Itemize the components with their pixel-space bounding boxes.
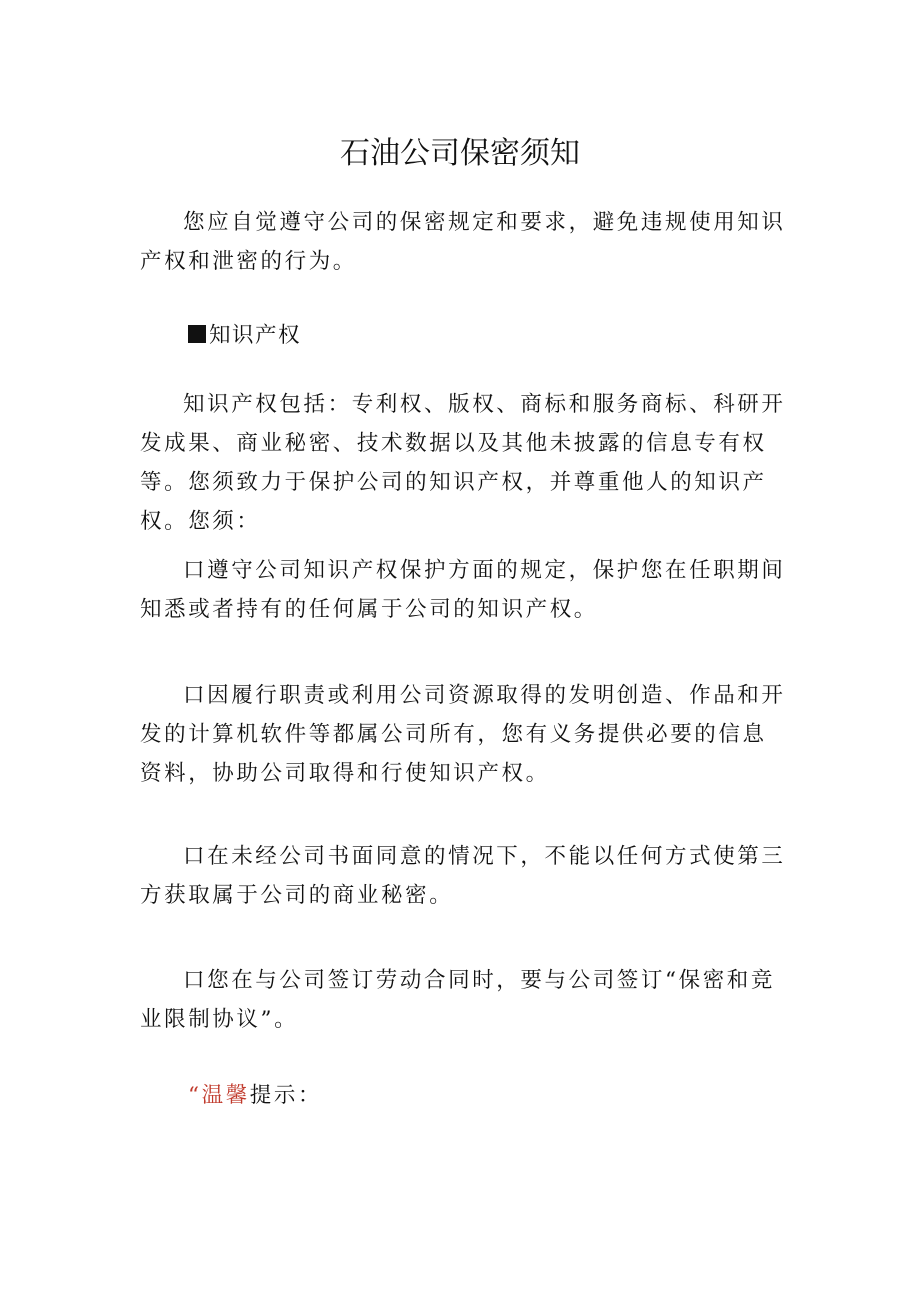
square-bullet-icon [188,325,206,343]
list-item-2: 口因履行职责或利用公司资源取得的发明创造、作品和开发的计算机软件等都属公司所有，您有义务提供必要的信息资料，协助公司取得和行使知识产权。 [140,683,786,786]
section-heading [188,320,301,352]
page-title: 石油公司保密须知 [340,136,580,171]
tip-label-black: 提示： [249,1083,323,1108]
list-item-3: 口在未经公司书面同意的情况下，不能以任何方式使第三方获取属于公司的商业秘密。 [140,844,786,908]
section-body-paragraph: 知识产权包括：专利权、版权、商标和服务商标、科研开发成果、商业秘密、技术数据以及其他未披露的信息专有权等。您须致力于保护公司的知识产权，并尊重他人的知识产权。您须： [140,392,786,534]
tip-label-red: “温馨 [188,1083,250,1108]
list-item-1: 口遵守公司知识产权保护方面的规定，保护您在任职期间知悉或者持有的任何属于公司的知识产权。 [140,558,786,622]
section-heading-label: 知识产权 [209,323,302,348]
tip-label [188,1080,322,1112]
list-item-4: 口您在与公司签订劳动合同时，要与公司签订“保密和竞业限制协议”。 [140,968,775,1032]
intro-paragraph: 您应自觉遵守公司的保密规定和要求，避免违规使用知识产权和泄密的行为。 [140,210,786,274]
